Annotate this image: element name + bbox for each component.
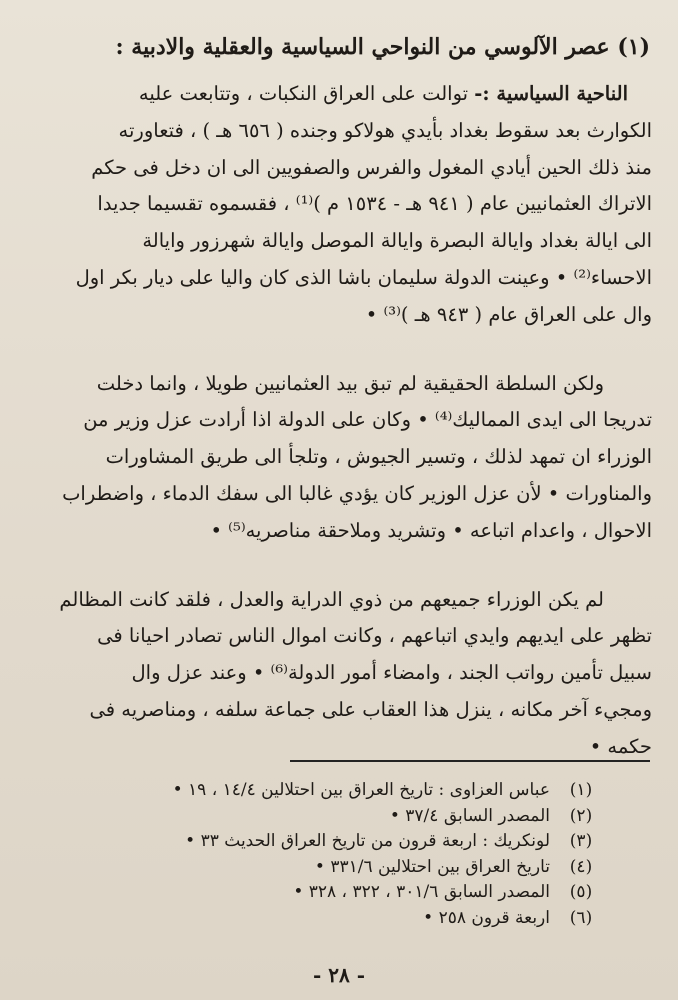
text-line: حكمه • (589, 734, 652, 758)
footnote (40, 855, 598, 881)
footnote (40, 906, 598, 932)
paragraph-authority (22, 366, 652, 550)
text-line: وال على العراق عام ( ٩٤٣ هـ )⁽³⁾ • (365, 302, 652, 326)
paragraph-political (22, 76, 652, 334)
footnote (40, 804, 598, 830)
text-line: الاتراك العثمانيين عام ( ٩٤١ هـ - ١٥٣٤ م )⁽¹⁾ ، فقسموه تقسيما جديدا (97, 192, 652, 216)
text-line: سبيل تأمين رواتب الجند ، وامضاء أمور الدولة⁽⁶⁾ • وعند عزل وال (131, 661, 652, 685)
footnote-text: عباس العزاوى : تاريخ العراق بين احتلالين ١٤/٤ ، ١٩ • (172, 780, 550, 800)
text-line: ولكن السلطة الحقيقية لم تبق بيد العثمانيين طويلا ، وانما دخلت (96, 371, 604, 395)
footnote-text: المصدر السابق ٣٠١/٦ ، ٣٢٢ ، ٣٢٨ • (293, 882, 550, 902)
footnote-number: (٤) (569, 856, 593, 877)
paragraph-lead: الناحية السياسية :- (474, 82, 628, 105)
text-line: لم يكن الوزراء جميعهم من ذوي الدراية والعدل ، فلقد كانت المظالم (59, 587, 604, 611)
body-text (22, 76, 652, 766)
text-line: الاحوال ، واعدام اتباعه • وتشريد وملاحقة مناصريه⁽⁵⁾ • (210, 518, 652, 542)
footnote (40, 880, 598, 906)
footnotes (40, 778, 598, 931)
section-heading: (١) عصر الآلوسي من النواحي السياسية والعقلية والادبية : (115, 34, 650, 60)
text-line: ومجيء آخر مكانه ، ينزل هذا العقاب على جماعة سلفه ، ومناصريه فى (89, 697, 652, 721)
text-line: والمناورات • لأن عزل الوزير كان يؤدي غالبا الى سفك الدماء ، واضطراب (62, 481, 652, 505)
text-line: الوزراء ان تمهد لذلك ، وتسير الجيوش ، وتلجأ الى طريق المشاورات (105, 445, 652, 469)
footnote (40, 829, 598, 855)
text-line: الى ايالة بغداد وايالة البصرة وايالة الموصل وايالة شهرزور وايالة (142, 229, 652, 253)
footnote-number: (٥) (569, 882, 593, 902)
page-number: - ٢٨ - (312, 963, 365, 987)
footnote (40, 778, 598, 804)
paragraph-ministers (22, 582, 652, 766)
footnote-number: (٢) (569, 805, 593, 826)
footnote-number: (١) (569, 780, 593, 800)
footnote-text: تاريخ العراق بين احتلالين ٣٣١/٦ • (314, 856, 550, 877)
text-line: منذ ذلك الحين أيادي المغول والفرس والصفويين الى ان دخل فى حكم (91, 155, 652, 179)
footnote-number: (٣) (569, 831, 593, 851)
text-line: تدريجا الى ايدى المماليك⁽⁴⁾ • وكان على الدولة اذا أرادت عزل وزير من (83, 408, 652, 432)
text-line: الكوارث بعد سقوط بغداد بأيدي هولاكو وجنده ( ٦٥٦ هـ ) ، فتعاورته (118, 118, 652, 142)
text-line: الاحساء⁽²⁾ • وعينت الدولة سليمان باشا الذى كان واليا على ديار بكر اول (75, 265, 652, 289)
footnote-divider (290, 760, 650, 762)
text-line: تظهر على ايديهم وايدي اتباعهم ، وكانت اموال الناس تصادر احيانا فى (97, 624, 652, 648)
footnote-text: لونكريك : اربعة قرون من تاريخ العراق الحديث ٣٣ • (185, 831, 550, 851)
footnote-text: المصدر السابق ٣٧/٤ • (389, 805, 550, 826)
footnote-number: (٦) (569, 907, 593, 928)
text-line: الناحية السياسية :- توالت على العراق النكبات ، وتتابعت عليه (138, 82, 628, 105)
footnote-text: اربعة قرون ٢٥٨ • (423, 907, 550, 928)
